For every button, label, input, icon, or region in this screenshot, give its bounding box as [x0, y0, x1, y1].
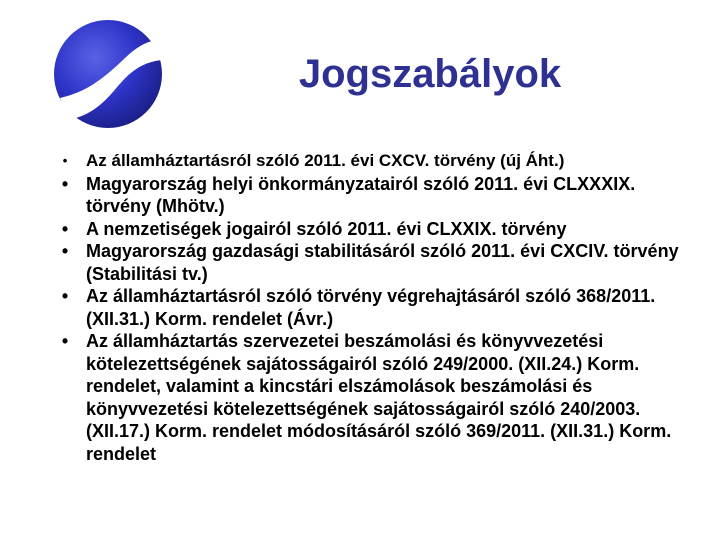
list-item-text: Az államháztartásról szóló 2011. évi CXCV. törvény (új Áht.): [86, 151, 565, 170]
list-item-text: A nemzetiségek jogairól szóló 2011. évi CLXXIX. törvény: [86, 218, 567, 239]
bullet-dot: •: [61, 173, 69, 194]
bullet-dot: •: [61, 331, 69, 351]
list-item: [52, 218, 702, 241]
list-item-text: Magyarország gazdasági stabilitásáról szóló 2011. évi CXCIV. törvény (Stabilitási tv.): [86, 241, 679, 284]
bullet-list: [52, 150, 702, 465]
slide-title: Jogszabályok: [298, 52, 562, 96]
list-item: [52, 285, 702, 330]
list-item: [52, 330, 702, 465]
list-item-text: Magyarország helyi önkormányzatairól szóló 2011. évi CLXXXIX. törvény (Mhötv.): [86, 173, 636, 216]
list-item: [52, 240, 702, 285]
bullet-dot: •: [62, 153, 68, 168]
list-item: [52, 150, 702, 173]
list-item-text: Az államháztartásról szóló törvény végrehajtásáról szóló 368/2011. (XII.31.) Korm. rendelet (Ávr.): [86, 286, 656, 329]
bullet-dot: •: [61, 241, 69, 261]
bullet-dot: •: [61, 286, 69, 306]
list-item: [52, 173, 702, 218]
list-item-text: Az államháztartás szervezetei beszámolási és könyvvezetési kötelezettségének sajátosságairól szóló 249/2000. (XII.24.) Korm. rendelet, valamint a kincstári elszámolások beszámolási és könyvvezetési kötelezettségének sajátosságairól szóló 240/2003. (XII.17.) Korm. rendelet módosításáról szóló 369/2011. (XII.31.) Korm. rendelet: [86, 331, 672, 464]
globe-logo-svg: [52, 18, 164, 130]
bullet-dot: •: [61, 218, 69, 239]
globe-logo-icon: [52, 18, 164, 130]
